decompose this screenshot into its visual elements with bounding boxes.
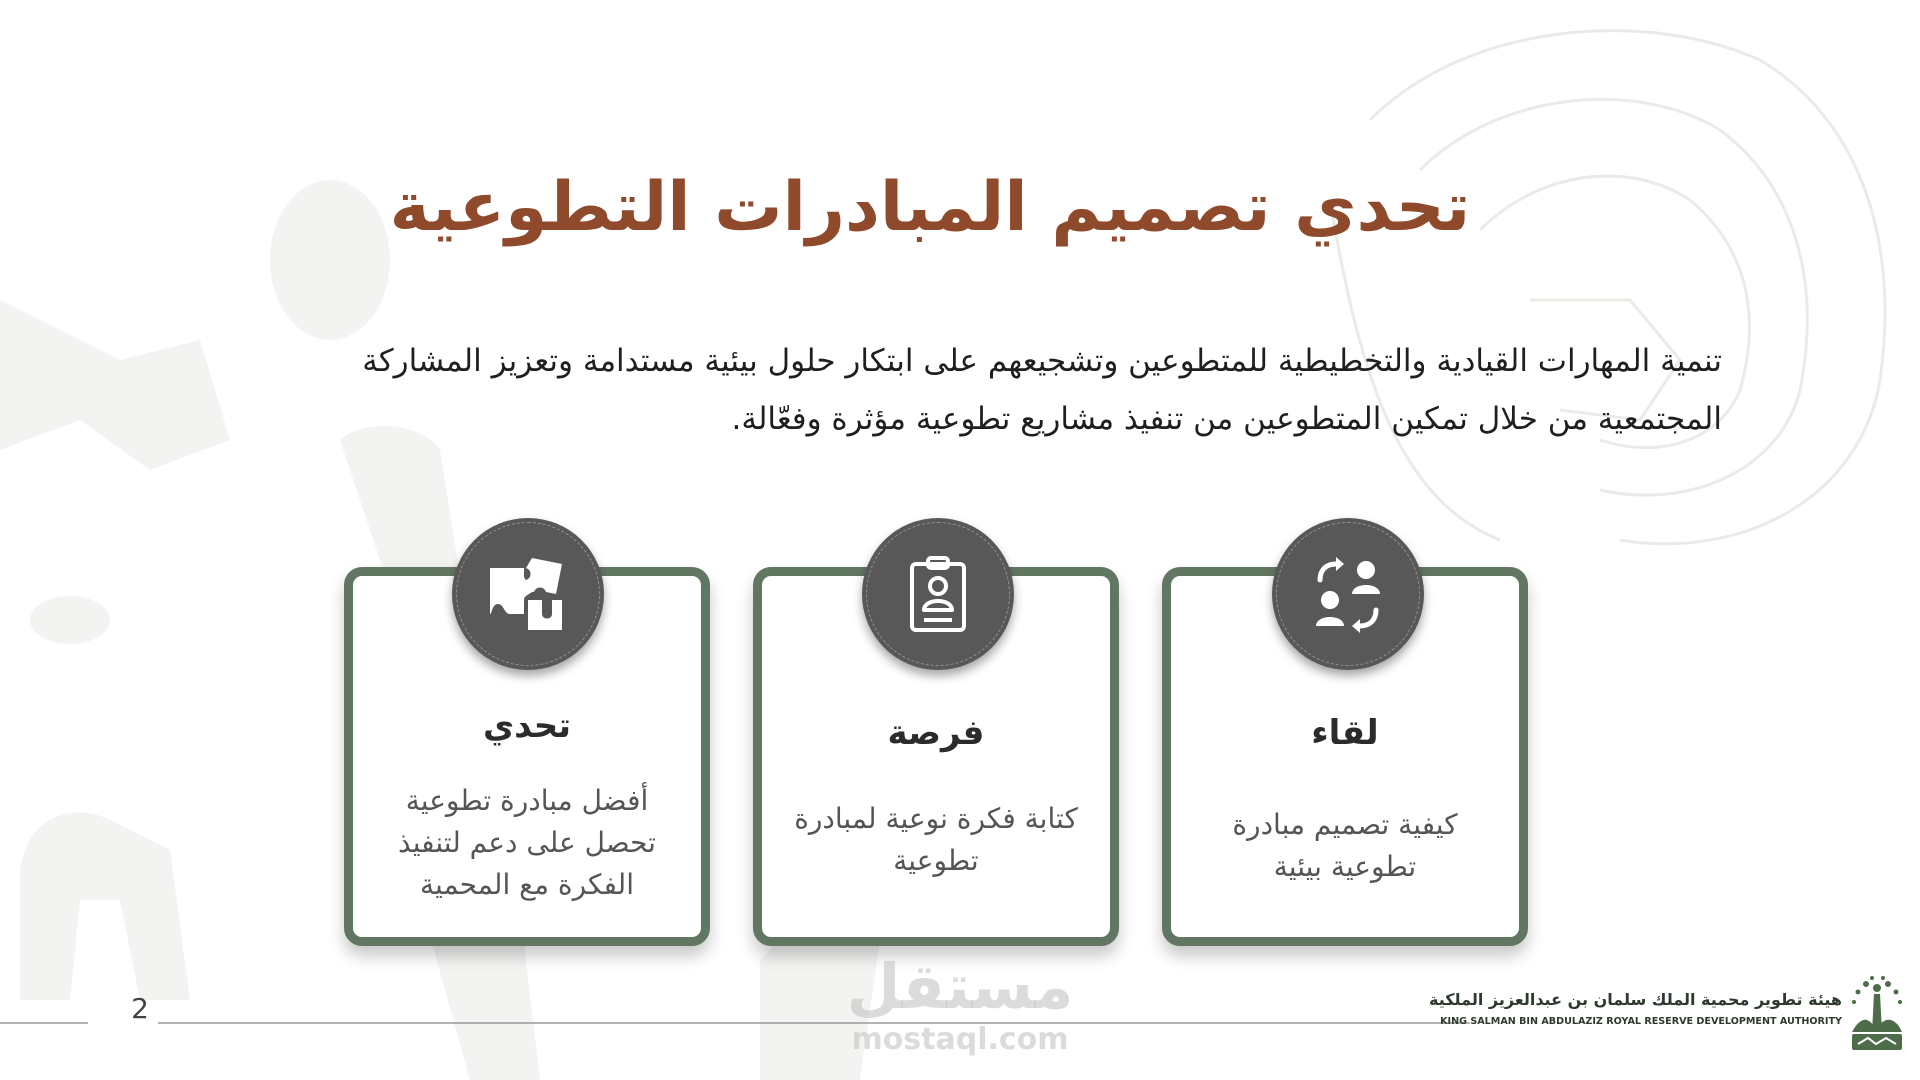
slide-description: تنمية المهارات القيادية والتخطيطية للمتطوعين وتشجيعهم على ابتكار حلول بيئية مستدامة وتعزيز المشاركة المجتمعية من خلال تمكين المتطوعين من تنفيذ مشاريع تطوعية مؤثرة وفعّالة. — [362, 343, 1722, 437]
slide-title: تحدي تصميم المبادرات التطوعية — [389, 168, 1471, 247]
puzzle-icon — [452, 518, 604, 670]
card-text: أفضل مبادرة تطوعية تحصل على دعم لتنفيذ الفكرة مع المحمية — [398, 784, 656, 901]
card-title: لقاء — [1311, 713, 1379, 753]
card-text: كتابة فكرة نوعية لمبادرة تطوعية — [794, 802, 1078, 877]
reserve-logo-icon — [1846, 974, 1908, 1052]
watermark-url: mostaql.com — [851, 1022, 1069, 1057]
card-title: فرصة — [887, 713, 985, 753]
card-text: كيفية تصميم مبادرة تطوعية بيئية — [1232, 808, 1458, 883]
card-title: تحدي — [482, 706, 572, 746]
watermark-text: مستقل — [846, 950, 1074, 1023]
logo-name-arabic: هيئة تطوير محمية الملك سلمان بن عبدالعزيز الملكية — [1429, 990, 1842, 1009]
logo-name-english: KING SALMAN BIN ABDULAZIZ ROYAL RESERVE DEVELOPMENT AUTHORITY — [1440, 1016, 1842, 1027]
page-number: 2 — [131, 992, 149, 1025]
people-exchange-icon — [1272, 518, 1424, 670]
clipboard-person-icon — [862, 518, 1014, 670]
